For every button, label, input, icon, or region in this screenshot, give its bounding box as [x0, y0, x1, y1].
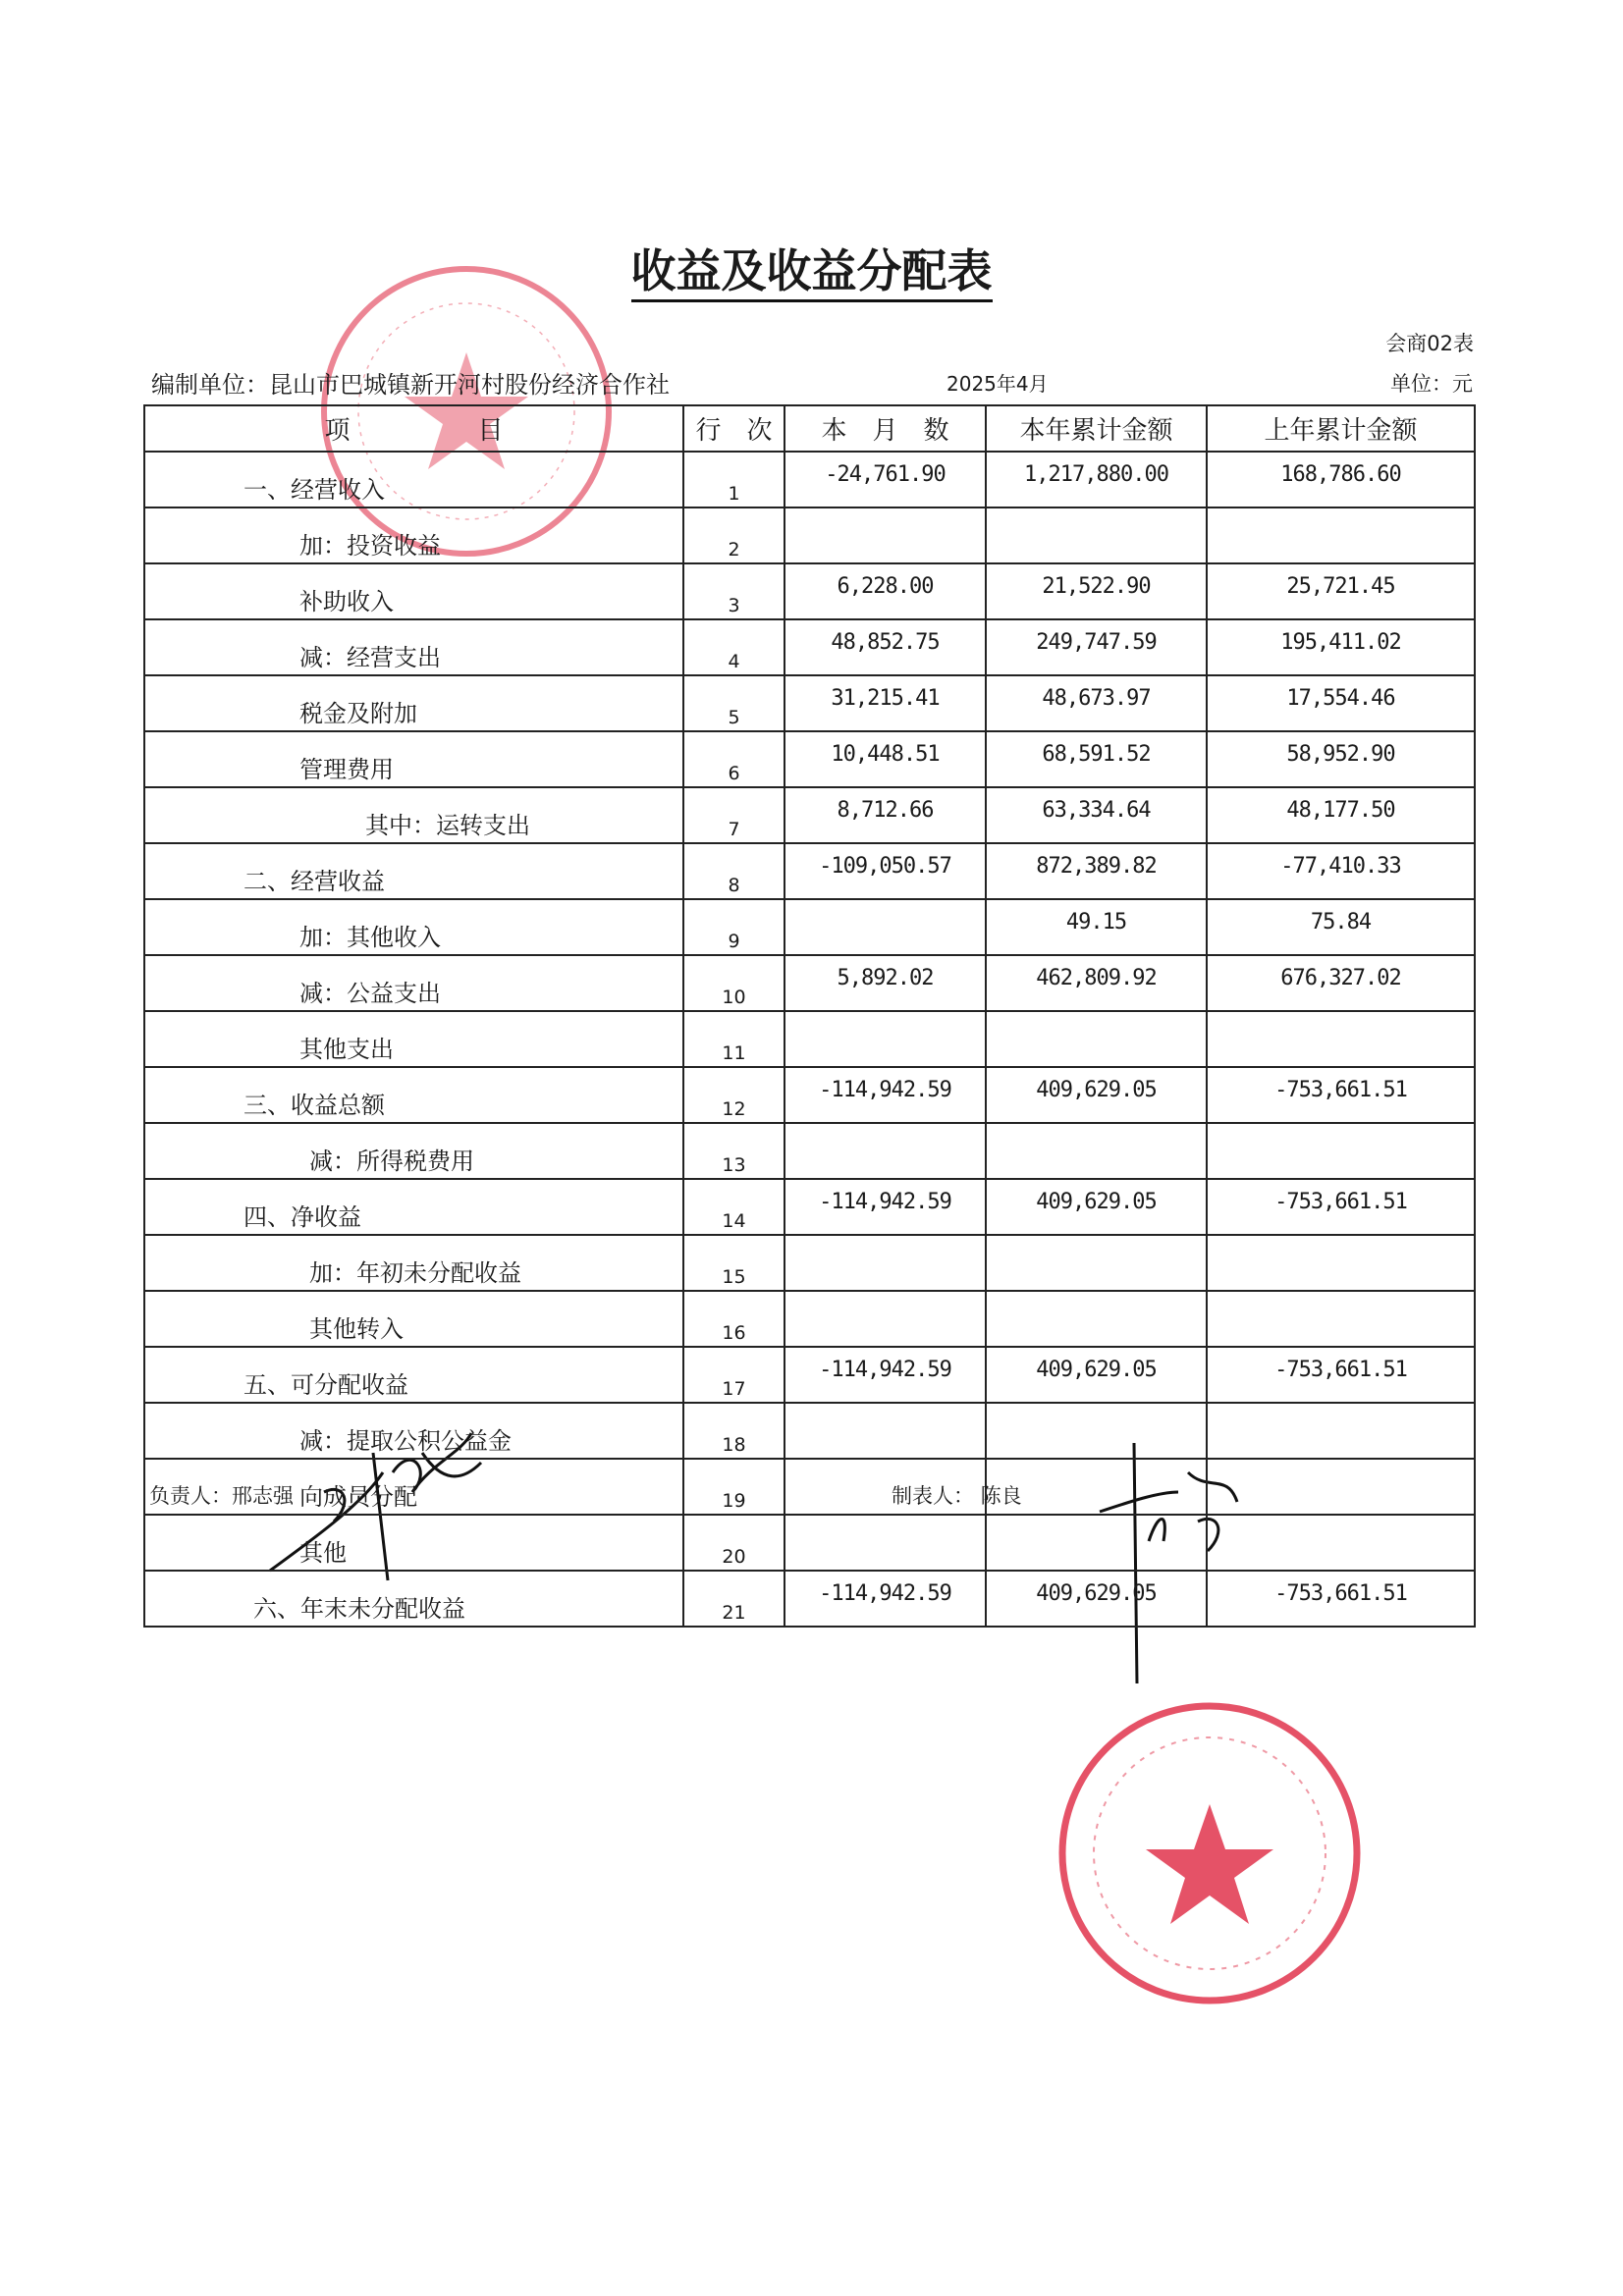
ytd-amount: 872,389.82 [986, 843, 1207, 899]
month-amount [784, 507, 986, 563]
table-row [144, 1515, 1475, 1571]
ytd-amount: 462,809.92 [986, 955, 1207, 1011]
ytd-amount [986, 1291, 1207, 1347]
table-row [144, 452, 1475, 507]
last-ytd-amount: 195,411.02 [1207, 619, 1475, 675]
last-ytd-amount: 75.84 [1207, 899, 1475, 955]
preparer: 制表人： 陈良 [892, 1484, 1022, 1508]
item-label: 减：所得税费用 [309, 1148, 474, 1175]
row-number: 12 [683, 1067, 784, 1123]
table-row [144, 1403, 1475, 1459]
col-last-ytd: 上年累计金额 [1207, 405, 1475, 452]
item-label: 管理费用 [299, 756, 394, 783]
row-item [144, 843, 683, 899]
ytd-amount: 49.15 [986, 899, 1207, 955]
item-label: 减：提取公积公益金 [299, 1427, 512, 1455]
row-item [144, 1571, 683, 1627]
month-amount: -24,761.90 [784, 452, 986, 507]
col-ytd: 本年累计金额 [986, 405, 1207, 452]
row-item [144, 1123, 683, 1179]
table-row [144, 1459, 1475, 1515]
table-row [144, 675, 1475, 731]
row-number: 11 [683, 1011, 784, 1067]
item-label: 五、可分配收益 [243, 1371, 408, 1399]
row-item [144, 1067, 683, 1123]
responsible-person: 负责人：邢志强 [149, 1484, 294, 1508]
table-row [144, 1571, 1475, 1627]
month-amount: -114,942.59 [784, 1179, 986, 1235]
star-icon [1146, 1804, 1273, 1924]
row-item [144, 899, 683, 955]
month-amount [784, 1291, 986, 1347]
row-number: 4 [683, 619, 784, 675]
row-number: 13 [683, 1123, 784, 1179]
table-row [144, 1179, 1475, 1235]
last-ytd-amount: -753,661.51 [1207, 1067, 1475, 1123]
table-row [144, 1123, 1475, 1179]
item-label: 三、收益总额 [243, 1092, 385, 1119]
table-row [144, 731, 1475, 787]
last-ytd-amount [1207, 1011, 1475, 1067]
ytd-amount [986, 507, 1207, 563]
month-amount: -114,942.59 [784, 1347, 986, 1403]
row-item [144, 619, 683, 675]
ytd-amount: 21,522.90 [986, 563, 1207, 619]
ytd-amount [986, 1235, 1207, 1291]
ytd-amount: 1,217,880.00 [986, 452, 1207, 507]
ytd-amount: 409,629.05 [986, 1067, 1207, 1123]
month-amount: 10,448.51 [784, 731, 986, 787]
item-label: 向成员分配 [299, 1483, 417, 1511]
item-label: 六、年末未分配收益 [253, 1595, 465, 1623]
month-amount [784, 1235, 986, 1291]
header-info [151, 365, 1473, 397]
item-label: 加：年初未分配收益 [309, 1259, 521, 1287]
item-label: 其他支出 [299, 1036, 394, 1063]
last-ytd-amount [1207, 1515, 1475, 1571]
row-number: 1 [683, 452, 784, 507]
row-number: 2 [683, 507, 784, 563]
row-number: 17 [683, 1347, 784, 1403]
month-amount: 6,228.00 [784, 563, 986, 619]
item-label: 二、经营收益 [243, 868, 385, 895]
row-number: 5 [683, 675, 784, 731]
preparing-unit: 编制单位：昆山市巴城镇新开河村股份经济合作社 [151, 371, 670, 399]
row-item [144, 452, 683, 507]
form-number: 会商02表 [1385, 332, 1474, 355]
month-amount: 31,215.41 [784, 675, 986, 731]
row-number: 6 [683, 731, 784, 787]
month-amount [784, 899, 986, 955]
committee-stamp [1053, 1696, 1367, 2010]
ytd-amount: 68,591.52 [986, 731, 1207, 787]
row-number: 21 [683, 1571, 784, 1627]
item-label: 减：经营支出 [299, 644, 441, 671]
item-label: 税金及附加 [299, 700, 417, 727]
month-amount: -114,942.59 [784, 1067, 986, 1123]
item-label: 加：其他收入 [299, 924, 441, 951]
row-item [144, 1011, 683, 1067]
last-ytd-amount [1207, 1403, 1475, 1459]
last-ytd-amount: -77,410.33 [1207, 843, 1475, 899]
table-row [144, 955, 1475, 1011]
month-amount [784, 1011, 986, 1067]
table-row [144, 843, 1475, 899]
ytd-amount: 409,629.05 [986, 1179, 1207, 1235]
table-row [144, 1347, 1475, 1403]
row-item [144, 1179, 683, 1235]
ytd-amount [986, 1123, 1207, 1179]
item-label: 其他 [299, 1539, 347, 1567]
table-row [144, 899, 1475, 955]
last-ytd-amount [1207, 507, 1475, 563]
last-ytd-amount: 58,952.90 [1207, 731, 1475, 787]
row-number: 7 [683, 787, 784, 843]
ytd-amount: 409,629.05 [986, 1347, 1207, 1403]
last-ytd-amount: 17,554.46 [1207, 675, 1475, 731]
row-item [144, 1347, 683, 1403]
item-label: 其他转入 [309, 1315, 404, 1343]
row-number: 10 [683, 955, 784, 1011]
row-item [144, 1515, 683, 1571]
last-ytd-amount: -753,661.51 [1207, 1347, 1475, 1403]
currency-unit: 单位：元 [1390, 372, 1473, 396]
row-number: 8 [683, 843, 784, 899]
ytd-amount: 249,747.59 [986, 619, 1207, 675]
row-item [144, 955, 683, 1011]
table-row [144, 1235, 1475, 1291]
row-item [144, 787, 683, 843]
last-ytd-amount: -753,661.51 [1207, 1571, 1475, 1627]
col-month: 本 月 数 [784, 405, 986, 452]
table-row [144, 1291, 1475, 1347]
row-item [144, 1235, 683, 1291]
row-number: 14 [683, 1179, 784, 1235]
row-item [144, 1403, 683, 1459]
row-number: 18 [683, 1403, 784, 1459]
page-title [0, 236, 1623, 300]
month-amount: -114,942.59 [784, 1571, 986, 1627]
ytd-amount: 48,673.97 [986, 675, 1207, 731]
table-row [144, 1011, 1475, 1067]
title-text: 收益及收益分配表 [631, 244, 993, 302]
row-item [144, 1291, 683, 1347]
row-item [144, 507, 683, 563]
month-amount: 5,892.02 [784, 955, 986, 1011]
report-period: 2025年4月 [947, 372, 1049, 396]
item-label: 减：公益支出 [299, 980, 441, 1007]
month-amount: 8,712.66 [784, 787, 986, 843]
item-label: 补助收入 [299, 588, 394, 615]
last-ytd-amount: 676,327.02 [1207, 955, 1475, 1011]
row-number: 20 [683, 1515, 784, 1571]
item-label: 其中：运转支出 [365, 812, 530, 839]
ytd-amount: 63,334.64 [986, 787, 1207, 843]
last-ytd-amount [1207, 1291, 1475, 1347]
row-item [144, 731, 683, 787]
row-item [144, 675, 683, 731]
item-label: 四、净收益 [243, 1203, 361, 1231]
row-item [144, 563, 683, 619]
col-item: 项 目 [144, 405, 683, 452]
month-amount [784, 1403, 986, 1459]
table-row [144, 619, 1475, 675]
last-ytd-amount [1207, 1123, 1475, 1179]
last-ytd-amount: 48,177.50 [1207, 787, 1475, 843]
last-ytd-amount: -753,661.51 [1207, 1179, 1475, 1235]
table-row [144, 1067, 1475, 1123]
table-row [144, 787, 1475, 843]
ytd-amount [986, 1011, 1207, 1067]
row-number: 3 [683, 563, 784, 619]
month-amount [784, 1123, 986, 1179]
table-row [144, 507, 1475, 563]
month-amount: 48,852.75 [784, 619, 986, 675]
ytd-amount [986, 1403, 1207, 1459]
item-label: 一、经营收入 [243, 476, 385, 504]
item-label: 加：投资收益 [299, 532, 441, 560]
ytd-amount: 409,629.05 [986, 1571, 1207, 1627]
row-number: 19 [683, 1459, 784, 1515]
table-row [144, 563, 1475, 619]
ytd-amount [986, 1515, 1207, 1571]
col-line: 行 次 [683, 405, 784, 452]
row-number: 15 [683, 1235, 784, 1291]
last-ytd-amount [1207, 1459, 1475, 1515]
month-amount: -109,050.57 [784, 843, 986, 899]
last-ytd-amount [1207, 1235, 1475, 1291]
row-number: 9 [683, 899, 784, 955]
last-ytd-amount: 25,721.45 [1207, 563, 1475, 619]
table-header [144, 405, 1475, 452]
last-ytd-amount: 168,786.60 [1207, 452, 1475, 507]
income-distribution-table [143, 404, 1476, 1628]
month-amount [784, 1515, 986, 1571]
row-number: 16 [683, 1291, 784, 1347]
